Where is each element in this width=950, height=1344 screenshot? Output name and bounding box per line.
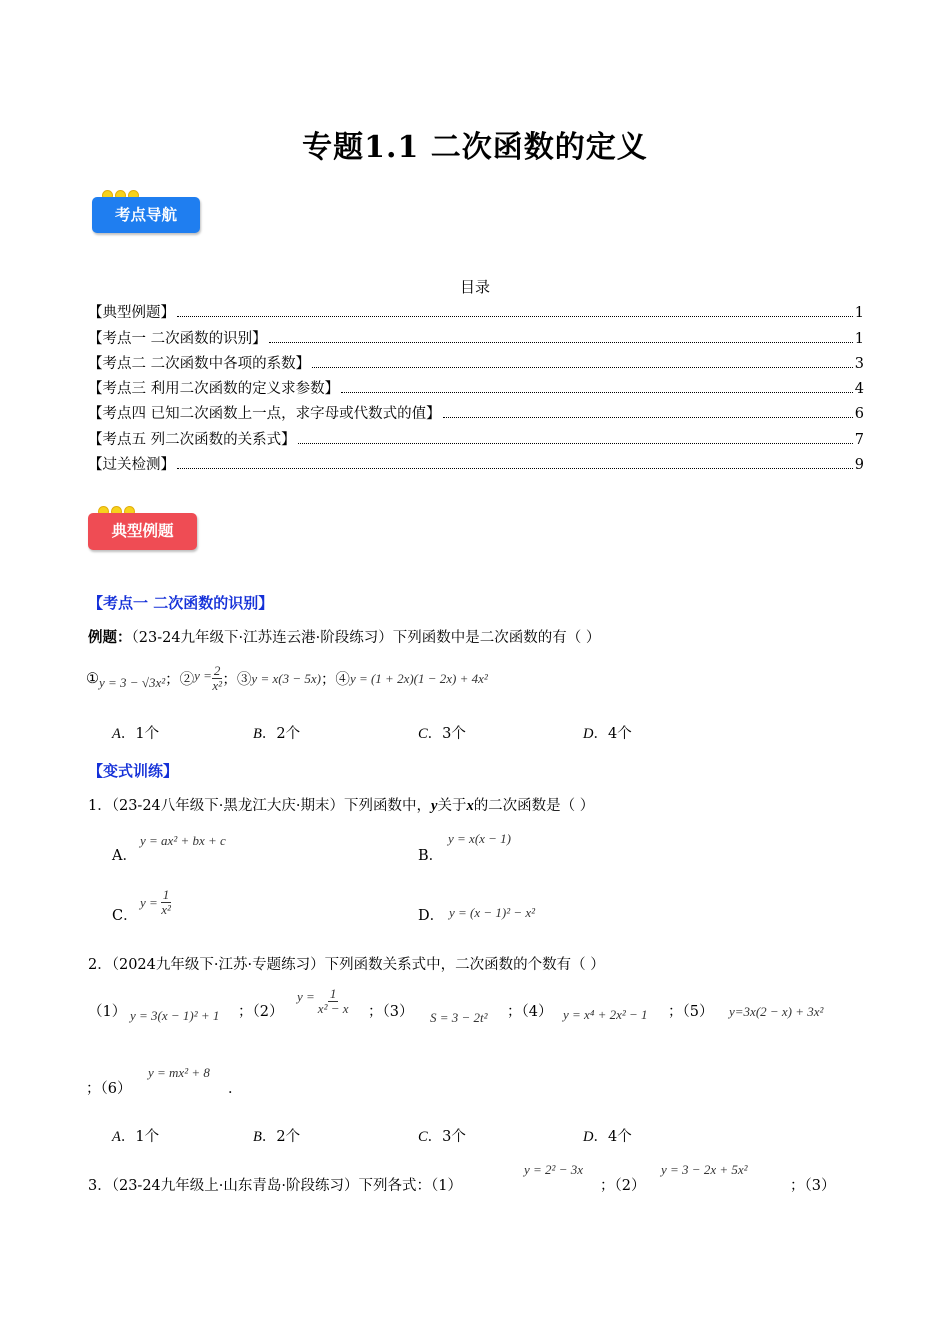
page-title: 专题1.1 二次函数的定义 xyxy=(302,130,648,165)
q3-part-3-label: ；（3） xyxy=(790,1178,836,1194)
toc-item-page: 1 xyxy=(854,305,864,321)
toc-leader xyxy=(177,316,853,317)
q1-choice-b[interactable]: B． xyxy=(418,848,444,864)
toc-item[interactable] xyxy=(88,327,864,348)
toc-item-page: 9 xyxy=(854,457,864,473)
section-heading: 【考点一 二次函数的识别】 xyxy=(88,594,274,612)
q3-part-2-label: ；（2） xyxy=(600,1178,646,1194)
q2-formula-5: y=3x(2 − x) + 3x² xyxy=(729,1004,824,1019)
formula-2-fraction xyxy=(212,664,223,693)
toc-item[interactable] xyxy=(88,428,864,449)
toc-item-page: 7 xyxy=(854,432,864,448)
question-3: 3．（23-24九年级上·山东青岛·阶段练习）下列各式：（1） xyxy=(88,1178,462,1194)
toc-item-page: 1 xyxy=(854,331,864,347)
question-1: 1．（23-24八年级下·黑龙江大庆·期末）下列函数中，y关于x的二次函数是（ ） xyxy=(88,798,595,814)
toc-item-label: 【考点一 二次函数的识别】 xyxy=(88,331,267,347)
marker-1: ① xyxy=(86,670,99,687)
choice-d[interactable]: D．4个 xyxy=(583,726,632,742)
q1-choice-c-math: y = $\frac{1}{\text{x²}}$ xyxy=(140,887,171,917)
formula-2-numerator: 2 xyxy=(213,663,221,678)
q2-choice-d[interactable]: D．4个 xyxy=(583,1129,632,1145)
q2-part-2-label: ；（2） xyxy=(238,1004,284,1020)
toc-leader xyxy=(298,443,853,444)
question-2: 2．（2024九年级下·江苏·专题练习）下列函数关系式中，二次函数的个数有（ ） xyxy=(88,957,605,973)
q2-end: ． xyxy=(228,1081,243,1097)
formula-1: y = 3 − √3x² xyxy=(99,674,166,690)
toc-item-label: 【考点五 列二次函数的关系式】 xyxy=(88,432,296,448)
toc-item-label: 【考点二 二次函数中各项的系数】 xyxy=(88,356,311,372)
toc-item-label: 【考点三 利用二次函数的定义求参数】 xyxy=(88,381,340,397)
toc-item-label: 【过关检测】 xyxy=(88,457,175,473)
toc-heading: 目录 xyxy=(459,278,490,296)
toc-leader xyxy=(443,417,853,418)
q2-part-3-label: ；（3） xyxy=(368,1004,414,1020)
formula-4: y = (1 + 2x)(1 − 2x) + 4x² xyxy=(349,670,488,686)
q1-choice-d-math: y = (x − 1)² − x² xyxy=(449,905,536,920)
variant-heading: 【变式训练】 xyxy=(88,762,179,780)
toc-leader xyxy=(177,468,853,469)
q1-choice-d[interactable]: D． xyxy=(418,908,445,924)
q2-formula-1: y = 3(x − 1)² + 1 xyxy=(130,1008,220,1023)
toc-item[interactable] xyxy=(88,377,864,398)
q3-formula-2: y = 3 − 2x + 5x² xyxy=(661,1162,748,1177)
toc-item-page: 4 xyxy=(854,381,864,397)
examples-badge: 典型例题 xyxy=(88,513,197,550)
marker-3: ；③ xyxy=(222,672,252,688)
toc-item-label: 【考点四 已知二次函数上一点，求字母或代数式的值】 xyxy=(88,406,441,422)
choice-a[interactable]: A．1个 xyxy=(112,726,160,742)
q2-choice-a[interactable]: A．1个 xyxy=(112,1129,160,1145)
q1-choice-a[interactable]: A． xyxy=(112,848,137,864)
toc-item-page: 6 xyxy=(854,406,864,422)
q2-formula-3: S = 3 − 2t² xyxy=(430,1010,488,1025)
toc-leader xyxy=(312,367,853,368)
choice-b[interactable]: B．2个 xyxy=(253,726,301,742)
example-question xyxy=(88,626,600,647)
marker-2: ；② xyxy=(165,672,195,688)
nav-badge: 考点导航 xyxy=(92,197,200,233)
q2-part-5-label: ；（5） xyxy=(668,1004,714,1020)
formula-2-denominator: x² xyxy=(212,678,222,693)
formula-3: y = x(3 − 5x) xyxy=(251,670,321,686)
toc-item-page: 3 xyxy=(854,356,864,372)
q1-choice-b-math: y = x(x − 1) xyxy=(448,831,512,846)
q2-formula-4: y = x⁴ + 2x² − 1 xyxy=(563,1007,648,1022)
q2-part-6-label: ；（6） xyxy=(86,1081,132,1097)
q2-formula-6: y = mx² + 8 xyxy=(148,1065,210,1080)
toc-leader xyxy=(341,392,853,393)
toc-item[interactable] xyxy=(88,301,864,322)
q2-choice-c[interactable]: C．3个 xyxy=(418,1129,466,1145)
q3-formula-1: y = 2² − 3x xyxy=(524,1162,583,1177)
q2-part-4-label: ；（4） xyxy=(507,1004,553,1020)
example-formulas xyxy=(86,664,488,693)
example-text: （23-24九年级下·江苏连云港·阶段练习）下列函数中是二次函数的有（ ） xyxy=(131,630,601,646)
toc-item-label: 【典型例题】 xyxy=(88,305,175,321)
marker-4: ；④ xyxy=(320,672,350,688)
q2-formula-2: y = $\frac{1}{\text{x² − x}}$ xyxy=(297,986,349,1016)
formula-2-lhs: y = xyxy=(194,667,212,683)
toc-leader xyxy=(269,342,853,343)
choice-c[interactable]: C．3个 xyxy=(418,726,466,742)
toc-item[interactable] xyxy=(88,352,864,373)
q2-choice-b[interactable]: B．2个 xyxy=(253,1129,301,1145)
toc-item[interactable] xyxy=(88,453,864,474)
q2-part-1-label: （1） xyxy=(88,1004,127,1020)
toc-item[interactable] xyxy=(88,402,864,423)
example-label: 例题： xyxy=(88,629,132,646)
q1-choice-c[interactable]: C． xyxy=(112,908,138,924)
q1-choice-a-math: y = ax² + bx + c xyxy=(140,833,226,848)
